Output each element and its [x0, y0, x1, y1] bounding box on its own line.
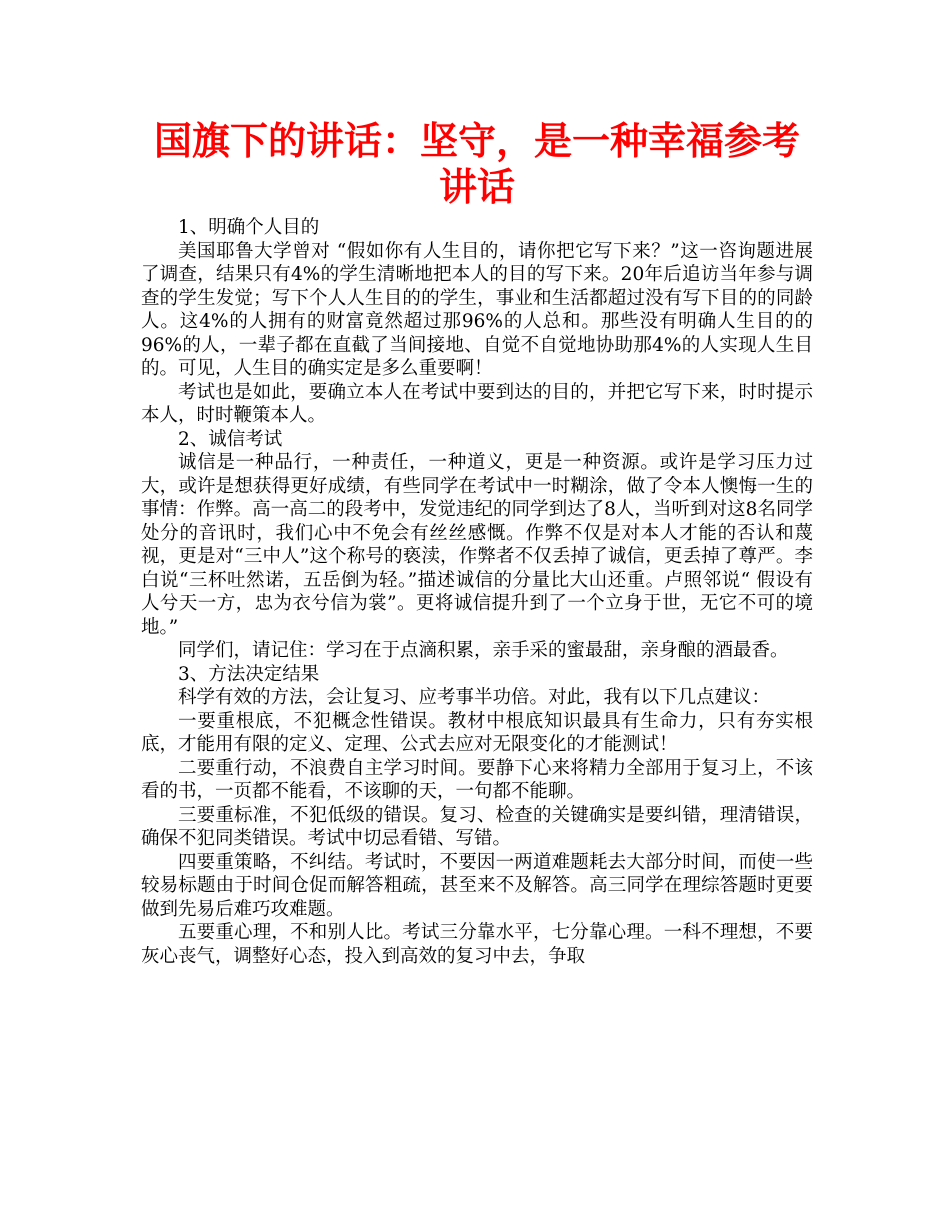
- paragraph: 考试也是如此，要确立本人在考试中要到达的目的，并把它写下来，时时提示本人，时时鞭策本人。: [141, 381, 813, 426]
- paragraph: 诚信是一种品行，一种责任，一种道义，更是一种资源。或许是学习压力过大，或许是想获得更好成绩，有些同学在考试中一时糊涂，做了令本人懊悔一生的事情：作弊。高一高二的段考中，发觉违纪的同学到达了8人，当听到对这8名同学处分的音讯时，我们心中不免会有丝丝感慨。作弊不仅是对本人才能的否认和蔑视，更是对“三中人”这个称号的亵渎，作弊者不仅丢掉了诚信，更丢掉了尊严。李白说“三杯吐然诺，五岳倒为轻。”描述诚信的分量比大山还重。卢照邻说“ 假设有人兮天一方，忠为衣兮信为裳”。更将诚信提升到了一个立身于世，无它不可的境地。”: [141, 452, 813, 638]
- paragraph: 五要重心理，不和别人比。考试三分靠水平，七分靠心理。一科不理想，不要灰心丧气，调整好心态，投入到高效的复习中去，争取: [141, 922, 813, 967]
- document-page: [141, 118, 813, 968]
- paragraph: 同学们，请记住：学习在于点滴积累，亲手采的蜜最甜，亲身酿的酒最香。: [178, 640, 789, 661]
- paragraph: 美国耶鲁大学曾对 “假如你有人生目的，请你把它写下来？”这一咨询题进展了调查，结果只有4%的学生清晰地把本人的目的写下来。20年后追访当年参与调查的学生发觉；写下个人人生目的的学生，事业和生活都超过没有写下目的的同龄人。这4%的人拥有的财富竟然超过那96%的人总和。那些没有明确人生目的的96%的人，一辈子都在直截了当间接地、自觉不自觉地协助那4%的人实现人生目的。可见，人生目的确实定是多么重要啊！: [141, 240, 813, 379]
- paragraph: 科学有效的方法，会让复习、应考事半功倍。对此，我有以下几点建议：: [178, 687, 771, 708]
- paragraph: 二要重行动，不浪费自主学习时间。要静下心来将精力全部用于复习上，不该看的书，一页都不能看，不该聊的天，一句都不能聊。: [141, 757, 813, 802]
- paragraph: 一要重根底，不犯概念性错误。教材中根底知识最具有生命力，只有夯实根底，才能用有限的定义、定理、公式去应对无限变化的才能测试！: [141, 710, 813, 755]
- paragraph-heading: 1、明确个人目的: [178, 217, 320, 238]
- paragraph: 三要重标准，不犯低级的错误。复习、检查的关键确实是要纠错，理清错误，确保不犯同类错误。考试中切忌看错、写错。: [141, 804, 813, 849]
- paragraph-heading: 3、方法决定结果: [178, 663, 320, 685]
- paragraph: 四要重策略，不纠结。考试时，不要因一两道难题耗去大部分时间，而使一些较易标题由于时间仓促而解答粗疏，甚至来不及解答。高三同学在理综答题时更要做到先易后难巧攻难题。: [141, 851, 813, 920]
- paragraph-heading: 2、诚信考试: [178, 428, 283, 450]
- document-title: 国旗下的讲话：坚守，是一种幸福参考讲话: [153, 119, 800, 209]
- document-body: [141, 216, 813, 968]
